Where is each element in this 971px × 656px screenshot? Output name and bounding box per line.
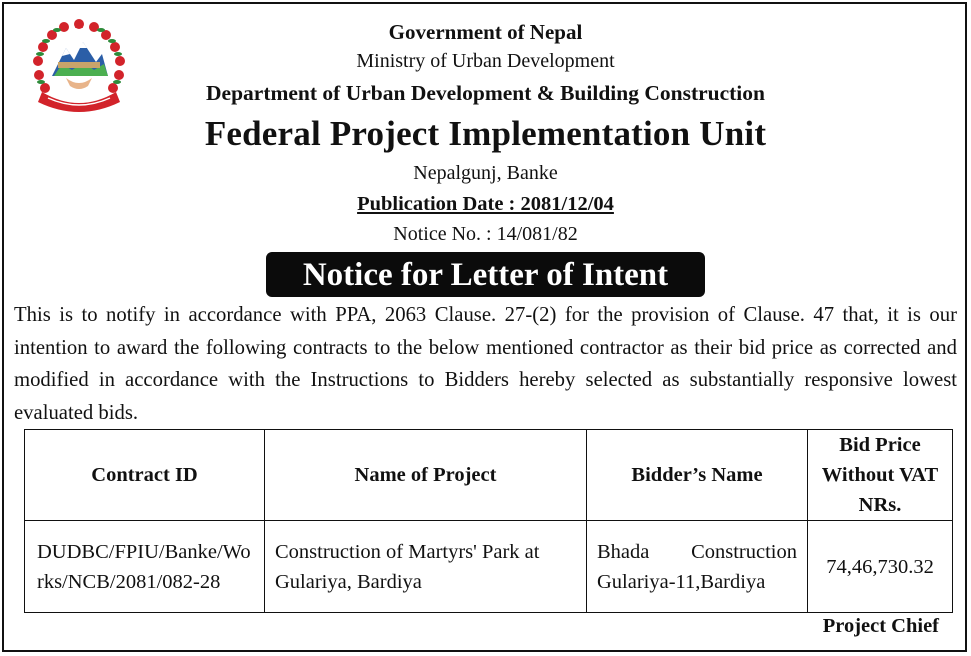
notice-title-banner: Notice for Letter of Intent — [266, 252, 705, 297]
cell-bid-price: 74,46,730.32 — [808, 521, 953, 613]
signature-project-chief: Project Chief — [822, 615, 939, 637]
header-project-name: Name of Project — [265, 430, 587, 521]
location: Nepalgunj, Banke — [413, 162, 558, 184]
cell-project-name: Construction of Martyrs' Park at Gulariya, Bardiya — [265, 521, 587, 613]
table-header-row — [25, 430, 953, 521]
cell-contract-id: DUDBC/FPIU/Banke/Works/NCB/2081/082-28 — [25, 521, 265, 613]
notice-body: This is to notify in accordance with PPA, 2063 Clause. 27-(2) for the provision of Clause. 47 that, it is our intention to award the following contracts to the below mentioned contractor as their bid price as corrected and modified in accordance with the Instructions to Bidders hereby selected as substantially responsive lowest evaluated bids. — [14, 304, 957, 425]
header-bid-price: Bid Price Without VAT NRs. — [808, 430, 953, 521]
government-title: Government of Nepal — [388, 20, 583, 44]
contracts-table — [24, 429, 953, 613]
cell-bidder-name: Bhada Construction Gulariya-11,Bardiya — [587, 521, 808, 613]
ministry-title: Ministry of Urban Development — [356, 50, 615, 72]
header-contract-id: Contract ID — [25, 430, 265, 521]
department-title: Department of Urban Development & Building Construction — [206, 81, 765, 105]
publication-date: Publication Date : 2081/12/04 — [357, 193, 614, 215]
header-bidder-name: Bidder’s Name — [587, 430, 808, 521]
notice-number: Notice No. : 14/081/82 — [393, 223, 578, 245]
table-row — [25, 521, 953, 613]
unit-title: Federal Project Implementation Unit — [204, 114, 767, 153]
